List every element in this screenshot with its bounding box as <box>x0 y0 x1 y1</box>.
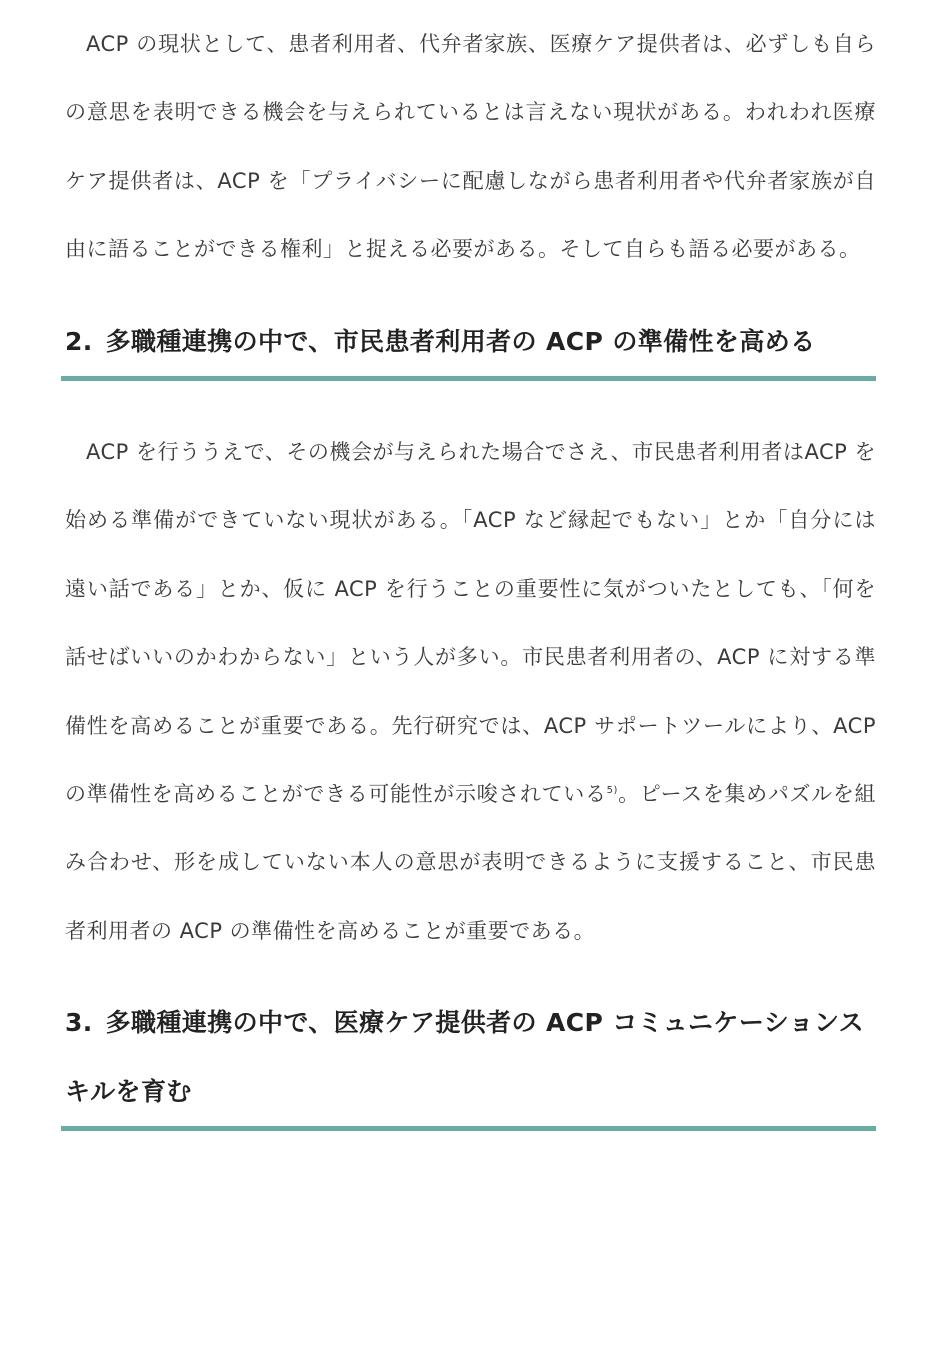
section-3-underline <box>61 1126 876 1131</box>
reference-marker: 5) <box>606 785 618 797</box>
section-2-number: 2. <box>65 326 93 356</box>
section-2-title: 多職種連携の中で、市民患者利用者の ACP の準備性を高める <box>105 326 816 356</box>
section-2-heading <box>65 308 876 376</box>
paragraph-text-part2: 。ピースを集めパズルを組み合わせ、形を成していない本人の意思が表明できるように支援すること、市民患者利用者の ACP の準備性を高めることが重要である。 <box>65 782 877 943</box>
section-2 <box>65 308 876 381</box>
paragraph-acp-readiness <box>65 418 876 965</box>
section-2-underline <box>61 376 876 381</box>
article-body <box>65 10 876 1131</box>
paragraph-acp-current-state <box>65 10 876 284</box>
section-3 <box>65 989 876 1131</box>
section-3-heading <box>65 989 876 1126</box>
section-3-title: 多職種連携の中で、医療ケア提供者の ACP コミュニケーションスキルを育む <box>65 1008 865 1106</box>
section-3-number: 3. <box>65 1008 93 1038</box>
paragraph-text: ACP の現状として、患者利用者、代弁者家族、医療ケア提供者は、必ずしも自らの意思を表明できる機会を与えられているとは言えない現状がある。われわれ医療ケア提供者は、ACP を「プライバシーに配慮しながら患者利用者や代弁者家族が自由に語ることができる権利」と捉える必要がある。そして自らも語る必要がある。 <box>65 32 876 262</box>
paragraph-text-part1: ACP を行ううえで、その機会が与えられた場合でさえ、市民患者利用者はACP を始める準備ができていない現状がある。「ACP など縁起でもない」とか「自分には遠い話である」とか、仮に ACP を行うことの重要性に気がついたとしても、「何を話せばいいのかわからない」という人が多い。市民患者利用者の、ACP に対する準備性を高めることが重要である。先行研究では、ACP サポートツールにより、ACP の準備性を高めることができる可能性が示唆されている <box>65 440 876 807</box>
